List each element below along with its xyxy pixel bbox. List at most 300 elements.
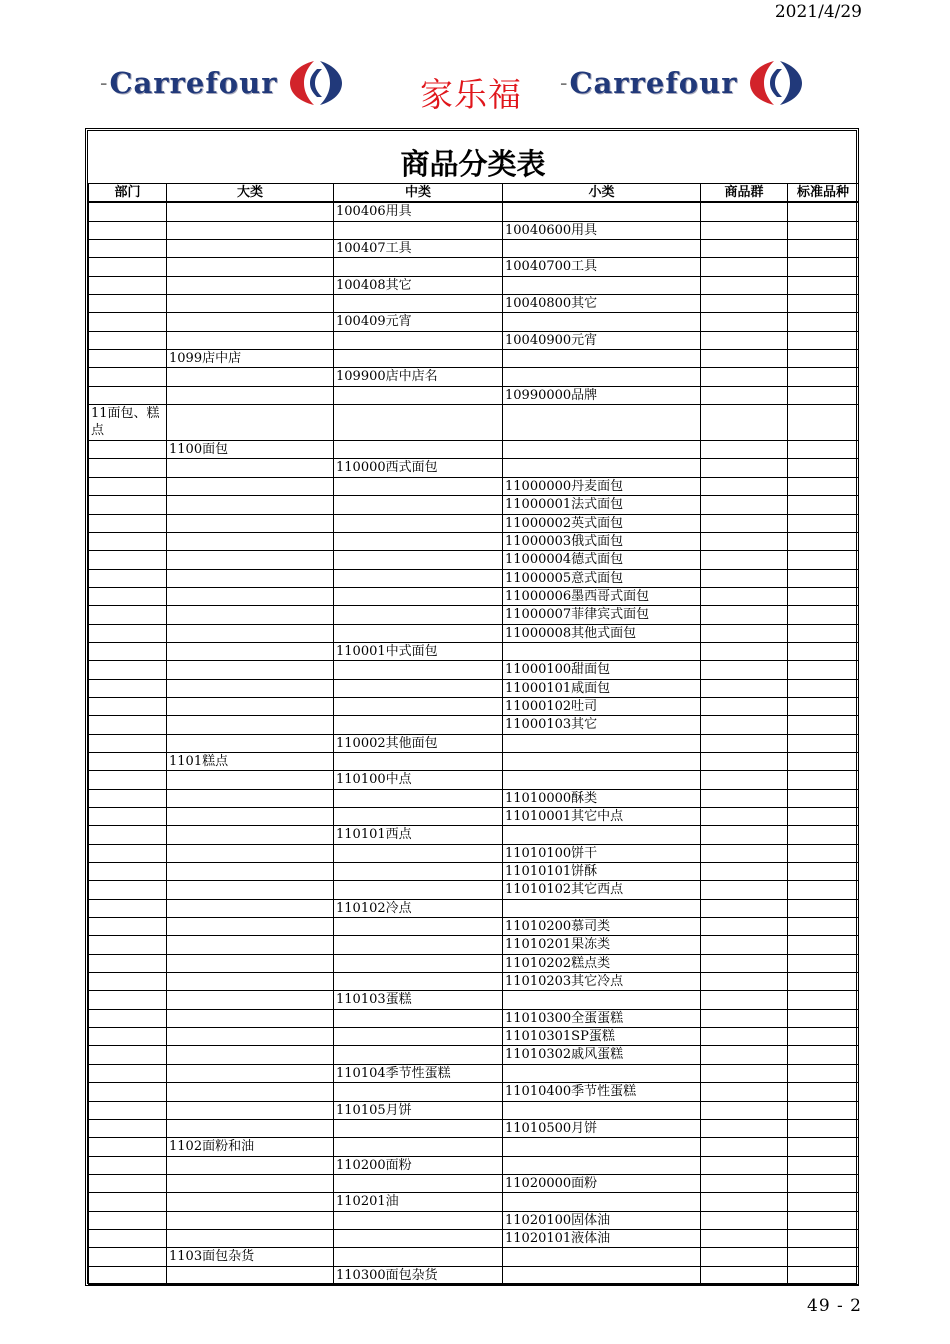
table-cell: [788, 386, 859, 404]
table-cell: [167, 1064, 334, 1082]
table-cell: [788, 1174, 859, 1192]
table-cell: [334, 1229, 503, 1247]
table-row: [89, 1119, 859, 1137]
table-cell: [89, 1174, 167, 1192]
table-cell: [334, 1009, 503, 1027]
table-cell: [503, 991, 701, 1009]
table-cell: [788, 1211, 859, 1229]
table-cell: [701, 313, 788, 331]
table-cell: [503, 1248, 701, 1266]
table-cell: 11000100甜面包: [503, 661, 701, 679]
table-cell: [503, 1064, 701, 1082]
table-cell: [167, 973, 334, 991]
table-cell: [89, 954, 167, 972]
table-cell: [788, 1119, 859, 1137]
table-cell: [701, 477, 788, 495]
table-cell: [89, 551, 167, 569]
page-title: 商品分类表: [400, 147, 546, 181]
table-cell: 1099店中店: [167, 350, 334, 368]
table-cell: [89, 1211, 167, 1229]
table-cell: [89, 313, 167, 331]
table-cell: [701, 991, 788, 1009]
table-cell: [89, 991, 167, 1009]
table-cell: [701, 258, 788, 276]
table-cell: [167, 405, 334, 441]
table-cell: [788, 1248, 859, 1266]
table-cell: 110101西点: [334, 826, 503, 844]
table-cell: [167, 240, 334, 258]
table-cell: [89, 1083, 167, 1101]
table-cell: [701, 1119, 788, 1137]
table-cell: [503, 1193, 701, 1211]
table-cell: 11000005意式面包: [503, 569, 701, 587]
table-cell: [788, 954, 859, 972]
table-cell: [334, 881, 503, 899]
table-cell: [89, 844, 167, 862]
table-cell: [89, 221, 167, 239]
table-cell: [701, 276, 788, 294]
table-row: [89, 1138, 859, 1156]
table-cell: 10040900元宵: [503, 331, 701, 349]
col-header-sub-category: 小类: [503, 184, 701, 203]
table-cell: [334, 752, 503, 770]
table-cell: [334, 844, 503, 862]
table-cell: [701, 1083, 788, 1101]
table-cell: [89, 1229, 167, 1247]
table-cell: [788, 991, 859, 1009]
table-cell: [89, 202, 167, 221]
table-cell: [788, 679, 859, 697]
table-row: [89, 587, 859, 605]
table-cell: [89, 679, 167, 697]
table-cell: [89, 789, 167, 807]
table-cell: 11000003俄式面包: [503, 532, 701, 550]
table-row: [89, 1028, 859, 1046]
table-row: [89, 258, 859, 276]
logo-dash: -: [100, 70, 108, 96]
table-cell: [167, 532, 334, 550]
table-cell: [701, 1266, 788, 1284]
table-cell: [89, 734, 167, 752]
table-row: [89, 808, 859, 826]
table-cell: [701, 1064, 788, 1082]
table-cell: [89, 240, 167, 258]
table-cell: 11010001其它中点: [503, 808, 701, 826]
table-cell: [89, 1064, 167, 1082]
table-cell: 1101糕点: [167, 752, 334, 770]
table-cell: [788, 1064, 859, 1082]
table-cell: [788, 459, 859, 477]
table-cell: [89, 661, 167, 679]
table-row: [89, 1046, 859, 1064]
table-cell: [167, 477, 334, 495]
table-cell: [89, 1046, 167, 1064]
table-cell: [701, 606, 788, 624]
table-cell: 11010201果冻类: [503, 936, 701, 954]
table-cell: [167, 661, 334, 679]
table-cell: [89, 973, 167, 991]
table-cell: [334, 716, 503, 734]
table-cell: 11010300全蛋蛋糕: [503, 1009, 701, 1027]
table-cell: [167, 679, 334, 697]
table-cell: [334, 477, 503, 495]
table-cell: [334, 661, 503, 679]
table-cell: [167, 514, 334, 532]
table-cell: [503, 771, 701, 789]
table-row: [89, 295, 859, 313]
table-cell: [334, 1211, 503, 1229]
table-cell: [167, 1156, 334, 1174]
table-cell: [701, 936, 788, 954]
table-cell: [89, 918, 167, 936]
table-cell: 11000001法式面包: [503, 496, 701, 514]
table-cell: [89, 1193, 167, 1211]
table-cell: 10990000品牌: [503, 386, 701, 404]
table-cell: 11000103其它: [503, 716, 701, 734]
table-header-row: [89, 184, 859, 203]
table-cell: [788, 973, 859, 991]
table-cell: [788, 606, 859, 624]
table-cell: 11020100固体油: [503, 1211, 701, 1229]
table-cell: [788, 1028, 859, 1046]
table-cell: [167, 991, 334, 1009]
table-cell: [701, 881, 788, 899]
table-cell: [701, 1248, 788, 1266]
table-cell: [701, 1174, 788, 1192]
table-cell: [167, 844, 334, 862]
table-cell: [334, 569, 503, 587]
table-cell: [167, 1101, 334, 1119]
table-row: [89, 826, 859, 844]
table-cell: [167, 313, 334, 331]
table-cell: [788, 350, 859, 368]
table-cell: [167, 587, 334, 605]
table-cell: 110103蛋糕: [334, 991, 503, 1009]
table-cell: [701, 1138, 788, 1156]
table-cell: [788, 221, 859, 239]
table-cell: 1102面粉和油: [167, 1138, 334, 1156]
table-cell: [788, 863, 859, 881]
table-cell: [503, 276, 701, 294]
table-row: [89, 240, 859, 258]
table-cell: [503, 459, 701, 477]
table-cell: [167, 734, 334, 752]
table-row: [89, 624, 859, 642]
col-header-standard-item: 标准品种: [788, 184, 859, 203]
table-cell: 10040800其它: [503, 295, 701, 313]
carrefour-wordmark: Carrefour: [109, 66, 278, 100]
table-row: [89, 661, 859, 679]
table-cell: [167, 642, 334, 660]
col-header-mid-category: 中类: [334, 184, 503, 203]
table-cell: [167, 1174, 334, 1192]
table-cell: [89, 368, 167, 386]
table-cell: [334, 1138, 503, 1156]
table-cell: [334, 1119, 503, 1137]
table-cell: 11000102吐司: [503, 697, 701, 715]
table-row: [89, 863, 859, 881]
table-cell: 11000006墨西哥式面包: [503, 587, 701, 605]
table-row: [89, 991, 859, 1009]
table-cell: [701, 368, 788, 386]
table-cell: [503, 1101, 701, 1119]
table-cell: [89, 331, 167, 349]
table-cell: [701, 1193, 788, 1211]
table-cell: [701, 1101, 788, 1119]
table-cell: [701, 808, 788, 826]
table-row: [89, 569, 859, 587]
table-cell: [701, 1211, 788, 1229]
table-row: [89, 514, 859, 532]
table-cell: [701, 734, 788, 752]
table-row: [89, 789, 859, 807]
page-header: [100, 55, 830, 115]
table-cell: [701, 221, 788, 239]
table-cell: [167, 258, 334, 276]
table-cell: [503, 752, 701, 770]
table-cell: [89, 642, 167, 660]
table-cell: 11000004德式面包: [503, 551, 701, 569]
table-cell: [701, 642, 788, 660]
table-cell: [788, 202, 859, 221]
table-cell: [334, 295, 503, 313]
table-cell: 11000007菲律宾式面包: [503, 606, 701, 624]
table-cell: [334, 331, 503, 349]
table-cell: 11010202糕点类: [503, 954, 701, 972]
table-cell: [788, 881, 859, 899]
table-cell: 100407工具: [334, 240, 503, 258]
table-cell: [89, 863, 167, 881]
table-cell: [167, 826, 334, 844]
table-cell: [334, 1248, 503, 1266]
table-cell: [788, 936, 859, 954]
table-cell: 1100面包: [167, 441, 334, 459]
table-cell: 11010102其它西点: [503, 881, 701, 899]
table-cell: 11020000面粉: [503, 1174, 701, 1192]
table-cell: [334, 863, 503, 881]
table-cell: [167, 808, 334, 826]
table-cell: [701, 295, 788, 313]
table-cell: [788, 1083, 859, 1101]
table-cell: 10040700工具: [503, 258, 701, 276]
table-row: [89, 1174, 859, 1192]
table-row: [89, 734, 859, 752]
table-cell: [701, 771, 788, 789]
table-cell: [334, 551, 503, 569]
table-cell: [89, 276, 167, 294]
table-row: [89, 386, 859, 404]
table-row: [89, 405, 859, 441]
table-cell: 11020101液体油: [503, 1229, 701, 1247]
table-cell: [167, 496, 334, 514]
table-cell: [334, 350, 503, 368]
table-cell: [701, 954, 788, 972]
table-cell: [89, 569, 167, 587]
table-cell: [503, 202, 701, 221]
table-cell: [167, 386, 334, 404]
table-cell: [334, 936, 503, 954]
table-cell: 10040600用具: [503, 221, 701, 239]
table-row: [89, 918, 859, 936]
table-cell: [788, 771, 859, 789]
table-cell: [167, 221, 334, 239]
table-cell: [89, 350, 167, 368]
table-row: [89, 1101, 859, 1119]
table-cell: [503, 350, 701, 368]
table-cell: [334, 587, 503, 605]
table-cell: [788, 240, 859, 258]
table-cell: [334, 1174, 503, 1192]
table-cell: [89, 587, 167, 605]
table-cell: [503, 441, 701, 459]
table-cell: [89, 697, 167, 715]
table-cell: [334, 386, 503, 404]
table-cell: [334, 624, 503, 642]
table-cell: [503, 1138, 701, 1156]
table-cell: [503, 368, 701, 386]
table-cell: [167, 331, 334, 349]
carrefour-mark-icon: [744, 55, 808, 111]
table-cell: [788, 441, 859, 459]
table-cell: 11010101饼酥: [503, 863, 701, 881]
table-cell: [701, 514, 788, 532]
table-cell: [788, 1193, 859, 1211]
table-cell: [89, 1009, 167, 1027]
table-row: [89, 1211, 859, 1229]
table-row: [89, 844, 859, 862]
table-cell: [334, 496, 503, 514]
table-cell: 110105月饼: [334, 1101, 503, 1119]
table-cell: 11010400季节性蛋糕: [503, 1083, 701, 1101]
table-cell: [788, 1101, 859, 1119]
table-cell: [701, 240, 788, 258]
table-cell: 11010203其它冷点: [503, 973, 701, 991]
table-cell: [503, 405, 701, 441]
chinese-brand-name: 家乐福: [420, 75, 522, 114]
table-row: [89, 477, 859, 495]
table-cell: [788, 899, 859, 917]
table-row: [89, 202, 859, 221]
table-cell: [788, 789, 859, 807]
table-cell: [334, 1083, 503, 1101]
table-cell: 109900店中店名: [334, 368, 503, 386]
table-cell: [701, 863, 788, 881]
table-row: [89, 441, 859, 459]
carrefour-logo-right: [560, 55, 808, 111]
table-row: [89, 881, 859, 899]
table-cell: [701, 697, 788, 715]
table-cell: [89, 459, 167, 477]
table-cell: [788, 697, 859, 715]
table-cell: [788, 716, 859, 734]
table-row: [89, 368, 859, 386]
table-cell: [788, 1046, 859, 1064]
table-cell: [788, 661, 859, 679]
table-row: [89, 1229, 859, 1247]
table-cell: [89, 826, 167, 844]
table-cell: [167, 295, 334, 313]
table-cell: [167, 1266, 334, 1284]
table-cell: [89, 1248, 167, 1266]
table-row: [89, 331, 859, 349]
table-cell: [788, 642, 859, 660]
table-cell: [788, 532, 859, 550]
table-row: [89, 1083, 859, 1101]
table-cell: [89, 624, 167, 642]
table-cell: [167, 1083, 334, 1101]
table-cell: [788, 551, 859, 569]
table-cell: [334, 789, 503, 807]
table-cell: [788, 734, 859, 752]
table-cell: [334, 973, 503, 991]
table-cell: [701, 899, 788, 917]
table-cell: 1103面包杂货: [167, 1248, 334, 1266]
print-date: 2021/4/29: [774, 2, 862, 22]
table-cell: 110100中点: [334, 771, 503, 789]
table-cell: [701, 532, 788, 550]
col-header-major-category: 大类: [167, 184, 334, 203]
table-cell: [701, 624, 788, 642]
table-cell: 11010301SP蛋糕: [503, 1028, 701, 1046]
table-cell: [788, 276, 859, 294]
table-cell: [701, 973, 788, 991]
table-cell: [167, 918, 334, 936]
table-cell: [89, 808, 167, 826]
table-cell: [701, 844, 788, 862]
table-cell: 110200面粉: [334, 1156, 503, 1174]
table-cell: [788, 808, 859, 826]
table-cell: [503, 240, 701, 258]
carrefour-wordmark: Carrefour: [569, 66, 738, 100]
table-row: [89, 1009, 859, 1027]
table-cell: [89, 752, 167, 770]
table-cell: [334, 258, 503, 276]
table-cell: [788, 918, 859, 936]
table-cell: [89, 936, 167, 954]
table-cell: 11010200慕司类: [503, 918, 701, 936]
table-cell: 110001中式面包: [334, 642, 503, 660]
table-body: [89, 202, 859, 1284]
table-cell: 110000西式面包: [334, 459, 503, 477]
table-row: [89, 697, 859, 715]
table-row: [89, 642, 859, 660]
table-cell: [89, 1028, 167, 1046]
table-cell: [503, 734, 701, 752]
table-row: [89, 899, 859, 917]
table-row: [89, 716, 859, 734]
table-cell: 11000000丹麦面包: [503, 477, 701, 495]
table-row: [89, 679, 859, 697]
table-cell: 110002其他面包: [334, 734, 503, 752]
table-row: [89, 973, 859, 991]
table-cell: [167, 716, 334, 734]
table-cell: [89, 441, 167, 459]
table-cell: 11010000酥类: [503, 789, 701, 807]
table-row: [89, 350, 859, 368]
table-cell: [701, 1046, 788, 1064]
table-cell: [701, 441, 788, 459]
table-cell: [167, 1046, 334, 1064]
table-cell: [334, 405, 503, 441]
table-cell: [788, 496, 859, 514]
table-cell: [788, 368, 859, 386]
table-cell: [89, 606, 167, 624]
table-cell: [701, 405, 788, 441]
table-cell: [701, 386, 788, 404]
table-row: [89, 496, 859, 514]
table-cell: [167, 881, 334, 899]
table-cell: 100409元宵: [334, 313, 503, 331]
